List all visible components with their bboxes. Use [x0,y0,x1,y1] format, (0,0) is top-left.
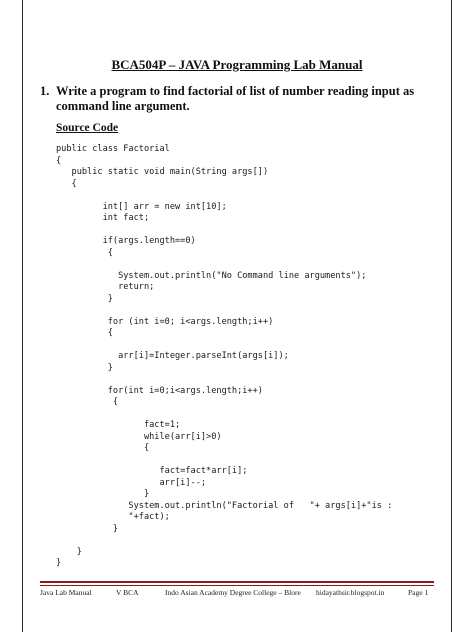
section-heading: Source Code [56,122,119,134]
code-line [56,305,392,317]
page-right-border [451,0,452,632]
code-line [56,190,392,202]
question-text: Write a program to find factorial of list of number reading input as command line argument. [56,84,415,113]
footer-rule-thin [40,585,434,586]
code-line: { [56,397,119,407]
code-line: "+fact); [56,512,170,522]
footer-rule-thick [40,581,434,583]
footer-website: hidayathsir.blogspot.in [316,588,385,597]
code-line [56,374,392,386]
source-code-block [56,144,392,570]
code-line: for(int i=0;i<args.length;i++) [56,385,263,396]
question-number: 1. [40,84,50,98]
code-line: public class Factorial [56,144,170,154]
code-line: { [56,443,150,453]
code-line: } [56,293,113,304]
code-line: while(arr[i]>0) [56,431,222,442]
footer-manual-name: Java Lab Manual [40,588,92,597]
code-line [56,259,392,271]
code-line: int fact; [56,213,150,223]
footer-semester: V BCA [116,588,139,597]
code-line: for (int i=0; i<args.length;i++) [56,316,274,327]
code-line [56,535,392,547]
code-line: } [56,546,82,557]
code-line: arr[i]=Integer.parseInt(args[i]); [56,351,289,361]
code-line: { [56,328,113,338]
code-line: System.out.println("No Command line arguments"); [56,270,367,281]
code-line: } [56,558,62,568]
code-line: } [56,523,119,534]
code-line: if(args.length==0) [56,236,196,246]
footer-page-number: Page 1 [408,588,429,597]
code-line: System.out.println("Factorial of "+ args[i]+"is : [56,500,393,511]
code-line [56,225,392,237]
footer-college: Indo Asian Academy Degree College – Blore [165,588,301,597]
code-line [56,409,392,421]
code-line: { [56,178,77,189]
code-line: { [56,247,113,258]
code-line [56,455,392,467]
code-line: arr[i]--; [56,477,207,488]
code-line: fact=fact*arr[i]; [56,466,248,476]
code-line: } [56,362,113,373]
code-line [56,340,392,352]
code-line: int[] arr = new int[10]; [56,201,227,212]
code-line: return; [56,282,155,292]
code-line: } [56,489,150,499]
code-line: public static void main(String args[]) [56,167,269,177]
document-title: BCA504P – JAVA Programming Lab Manual [111,57,363,72]
page-left-border [22,0,23,632]
code-line: fact=1; [56,420,181,430]
code-line: { [56,155,62,166]
